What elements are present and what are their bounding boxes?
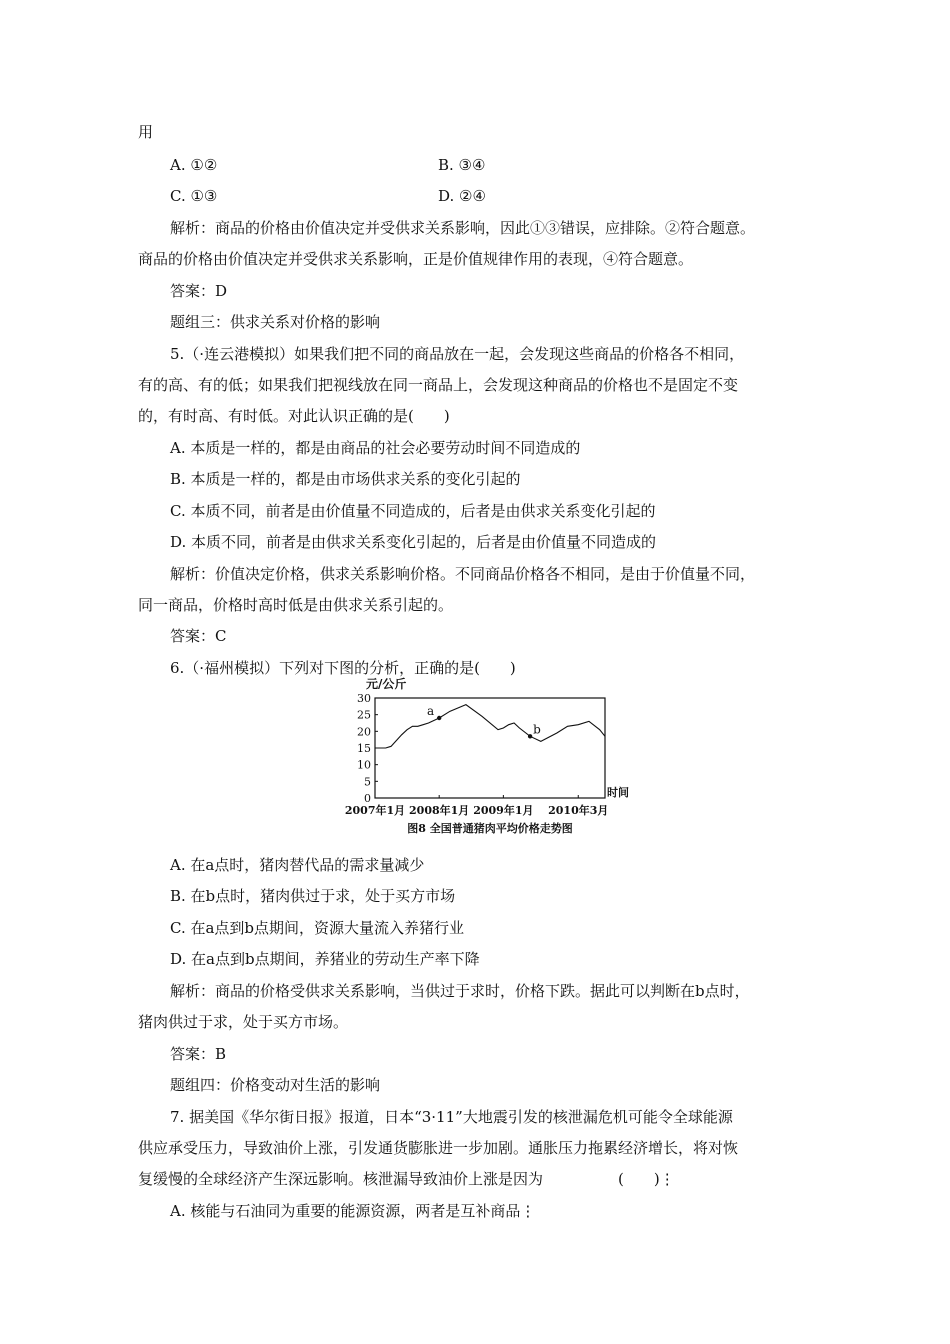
chart-title: 图8 全国普通猪肉平均价格走势图 (407, 822, 573, 835)
option-b: B. 在b点时，猪肉供过于求，处于买方市场 (170, 887, 456, 905)
x-tick-label: 2007年1月 (344, 804, 406, 817)
question-text: 复缓慢的全球经济产生深远影响。核泄漏导致油价上涨是因为 ( )⋮ (138, 1170, 675, 1188)
x-axis-label: 时间 (607, 786, 629, 799)
option-a: A. 核能与石油同为重要的能源资源，两者是互补商品⋮ (170, 1202, 536, 1220)
x-tick-label: 2008年1月 (409, 804, 470, 817)
analysis-text: 解析：商品的价格受供求关系影响，当供过于求时，价格下跌。据此可以判断在b点时， (170, 982, 750, 1000)
plot-frame (375, 698, 605, 798)
y-tick-label: 15 (357, 742, 371, 755)
option-a: A. 在a点时，猪肉替代品的需求量减少 (170, 856, 425, 874)
y-tick-label: 25 (357, 708, 371, 722)
question-text: 的，有时高、有时低。对此认识正确的是( ) (138, 407, 450, 425)
option-a: A. 本质是一样的，都是由商品的社会必要劳动时间不同造成的 (170, 439, 581, 457)
analysis-text: 同一商品，价格时高时低是由供求关系引起的。 (138, 596, 454, 614)
y-tick-label: 0 (364, 792, 371, 805)
option-c: C. ①③ (170, 187, 218, 205)
analysis-text: 猪肉供过于求，处于买方市场。 (138, 1013, 349, 1031)
text-line: 用 (138, 123, 154, 141)
question-text: 供应承受压力，导致油价上涨，引发通货膨胀进一步加剧。通胀压力拖累经济增长，将对恢 (138, 1139, 739, 1157)
option-b: B. 本质是一样的，都是由市场供求关系的变化引起的 (170, 470, 521, 488)
option-b: B. ③④ (438, 156, 486, 174)
option-d: D. ②④ (438, 187, 486, 205)
answer-text: 答案：D (170, 282, 228, 300)
point-a (437, 716, 441, 720)
answer-text: 答案：C (170, 627, 227, 645)
answer-text: 答案：B (170, 1045, 227, 1063)
option-c: C. 本质不同，前者是由价值量不同造成的，后者是由供求关系变化引起的 (170, 502, 656, 520)
y-tick-label: 5 (364, 775, 371, 789)
analysis-text: 解析：商品的价格由价值决定并受供求关系影响，因此①③错误，应排除。②符合题意。 (170, 219, 756, 237)
x-tick-label: 2010年3月 (548, 804, 609, 817)
analysis-text: 解析：价值决定价格，供求关系影响价格。不同商品价格各不相同，是由于价值量不同， (170, 565, 756, 583)
option-a: A. ①② (170, 156, 218, 174)
y-tick-label: 30 (357, 692, 371, 705)
point-b (528, 734, 532, 738)
question-text: 6.（·福州模拟）下列对下图的分析，正确的是( ) (170, 659, 516, 677)
pork-price-chart (340, 676, 630, 836)
question-text: 有的高、有的低；如果我们把视线放在同一商品上，会发现这种商品的价格也不是固定不变 (138, 376, 739, 394)
point-label-a: a (427, 704, 435, 718)
question-text: 5.（·连云港模拟）如果我们把不同的商品放在一起，会发现这些商品的价格各不相同， (170, 345, 745, 363)
option-d: D. 在a点到b点期间，养猪业的劳动生产率下降 (170, 950, 480, 968)
option-d: D. 本质不同，前者是由供求关系变化引起的，后者是由价值量不同造成的 (170, 533, 657, 551)
chart-svg (340, 676, 630, 836)
y-axis-label: 元/公斤 (366, 677, 407, 691)
price-series-line (375, 705, 605, 748)
option-c: C. 在a点到b点期间，资源大量流入养猪行业 (170, 919, 465, 937)
section-heading: 题组四：价格变动对生活的影响 (170, 1076, 381, 1094)
y-tick-label: 10 (357, 758, 371, 772)
section-heading: 题组三：供求关系对价格的影响 (170, 313, 381, 331)
question-text: 7. 据美国《华尔街日报》报道，日本“3·11”大地震引发的核泄漏危机可能令全球能源 (170, 1108, 733, 1126)
analysis-text: 商品的价格由价值决定并受供求关系影响，正是价值规律作用的表现，④符合题意。 (138, 250, 694, 268)
x-tick-label: 2009年1月 (473, 804, 534, 817)
point-label-b: b (533, 722, 541, 737)
y-tick-label: 20 (357, 725, 371, 739)
